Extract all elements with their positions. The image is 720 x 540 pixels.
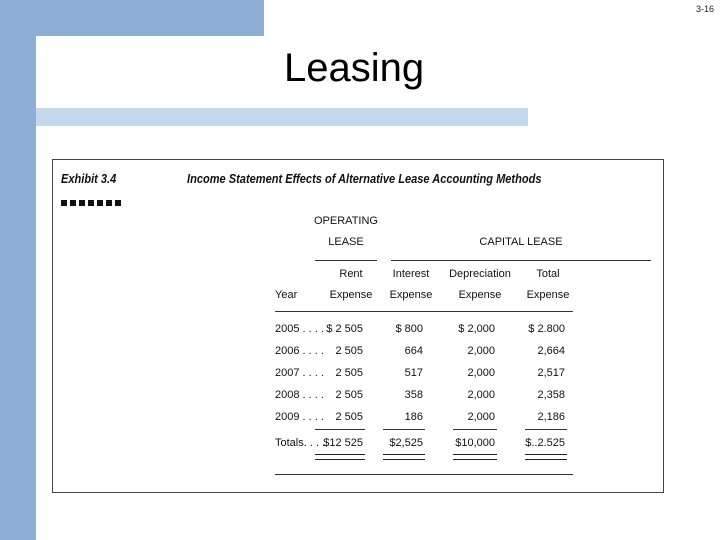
cell-depreciation: $ 2,000 — [458, 323, 495, 335]
double-rule-interest — [383, 454, 425, 460]
cell-interest: 664 — [404, 345, 423, 357]
cell-interest: $ 800 — [395, 323, 423, 335]
cell-total: 2,664 — [537, 345, 565, 357]
cell-depreciation: 2,000 — [467, 389, 495, 401]
bottom-rule — [275, 474, 573, 475]
cell-year: Totals. . . . — [275, 437, 326, 449]
capital-lease-header: CAPITAL LEASE — [479, 236, 563, 248]
cell-rent: 2 505 — [335, 411, 363, 423]
slide-number: 3-16 — [695, 4, 714, 14]
cell-year: 2009 . . . . — [275, 411, 324, 423]
double-rule-total — [525, 454, 567, 460]
operating-rule — [315, 260, 377, 261]
cell-year: 2008 . . . . — [275, 389, 324, 401]
cell-depreciation: $10,000 — [455, 437, 495, 449]
exhibit-title: Income Statement Effects of Alternative Lease Accounting Methods — [187, 171, 542, 186]
double-rule-rent — [315, 454, 365, 460]
cell-year: 2005 . . . . — [275, 323, 324, 335]
cell-year: 2007 . . . . — [275, 367, 324, 379]
cell-year: 2006 . . . . — [275, 345, 324, 357]
cell-interest: 358 — [404, 389, 423, 401]
cell-total: $..2.525 — [525, 437, 565, 449]
exhibit-label: Exhibit 3.4 — [61, 171, 117, 186]
decorative-dots — [61, 200, 121, 206]
title-underline-band — [36, 108, 528, 126]
cell-rent: 2 505 — [335, 345, 363, 357]
cell-total: 2,358 — [537, 389, 565, 401]
left-accent-band — [0, 0, 36, 540]
cell-total: 2,517 — [537, 367, 565, 379]
cell-interest: 186 — [404, 411, 423, 423]
top-accent-band — [0, 0, 264, 36]
header-rule — [275, 311, 573, 312]
cell-total: $ 2.800 — [528, 323, 565, 335]
col-header-total: Total Expense — [526, 268, 570, 301]
cell-rent: $12 525 — [323, 437, 363, 449]
sum-rule-depreciation — [453, 429, 497, 430]
exhibit-table-image — [52, 159, 664, 493]
sum-rule-total — [525, 429, 567, 430]
cell-interest: $2,525 — [389, 437, 423, 449]
cell-total: 2,186 — [537, 411, 565, 423]
cell-interest: 517 — [404, 367, 423, 379]
col-header-depreciation: Depreciation Expense — [449, 268, 511, 301]
col-header-interest: Interest Expense — [389, 268, 433, 301]
cell-rent: 2 505 — [335, 367, 363, 379]
capital-rule — [391, 260, 651, 261]
double-rule-depreciation — [453, 454, 497, 460]
cell-rent: 2 505 — [335, 389, 363, 401]
slide-title: Leasing — [284, 46, 425, 90]
cell-depreciation: 2,000 — [467, 345, 495, 357]
operating-lease-header: OPERATING LEASE — [314, 215, 378, 248]
cell-depreciation: 2,000 — [467, 367, 495, 379]
col-header-rent: Rent Expense — [329, 268, 373, 301]
col-header-year: Year — [275, 289, 298, 301]
cell-depreciation: 2,000 — [467, 411, 495, 423]
cell-rent: $ 2 505 — [326, 323, 363, 335]
sum-rule-rent — [315, 429, 365, 430]
sum-rule-interest — [383, 429, 425, 430]
